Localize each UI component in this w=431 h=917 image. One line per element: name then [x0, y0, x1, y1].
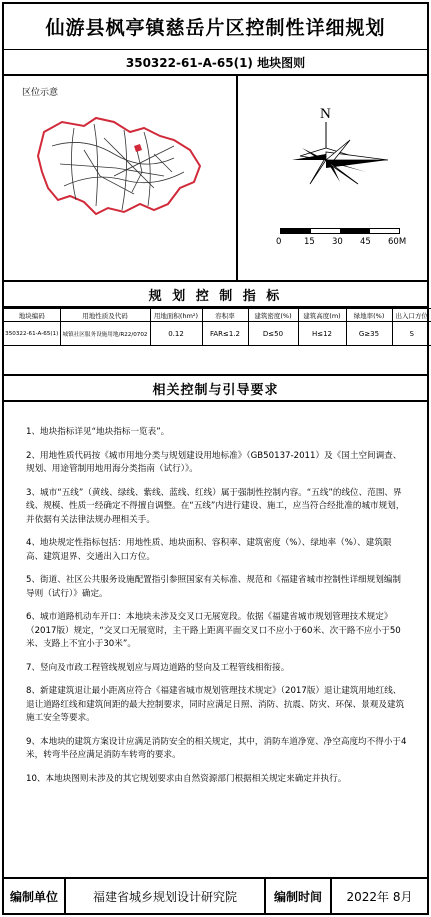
- scale-label: 60M: [388, 237, 407, 247]
- column-header: 建筑密度(%): [248, 309, 298, 322]
- plot-location-marker: [134, 144, 142, 152]
- time-label: 编制时间: [266, 879, 332, 913]
- column-header: 用地性质及代码: [60, 309, 150, 322]
- table-cell: H≤12: [298, 322, 346, 346]
- plan-sheet: [2, 2, 429, 915]
- scale-label: 45: [360, 237, 371, 247]
- requirement-item: 6、城市道路机动车开口：本地块未涉及交叉口无展宽段。依据《福建省城市规划管理技术规定》（2017版）规定，“交叉口无展宽时，主干路上距离平面交叉口不应小于60米、次干路不应小于50米、支路上不宜小于30米”。: [26, 612, 401, 649]
- requirement-item: 10、本地块图则未涉及的其它规划要求由自然资源部门根据相关规定来确定并执行。: [26, 773, 347, 784]
- requirement-item: 3、城市“五线”（黄线、绿线、紫线、蓝线、红线）属于强制性控制内容。“五线”的线位、范围、界线、规模、性质一经确定不得擅自调整。在“五线”内进行建设、施工，应当符合经批准的城市规划，并依据有关法律法规办理相关手。: [26, 487, 405, 525]
- unit-label: 编制单位: [4, 879, 66, 913]
- district-boundary: [38, 118, 200, 214]
- table-cell: 城镇社区服务设施用地/R22/0702: [60, 322, 150, 346]
- table-cell: 0.12: [150, 322, 202, 346]
- requirement-item: 1、地块指标详见“地块指标一览表”。: [26, 427, 170, 437]
- section-spacer: [4, 360, 427, 376]
- table-cell: D≤50: [248, 322, 298, 346]
- requirement-item: 8、新建建筑退让最小距离应符合《福建省城市规划管理技术规定》（2017版）退让建筑用地红线、退让道路红线和建筑间距的最大控制要求，同时应满足日照、消防、抗震、防灾、环保、景观及建筑施工安全等要求。: [26, 686, 405, 723]
- compass-rose: [240, 76, 429, 280]
- north-label: N: [320, 106, 331, 122]
- location-map-drawing: [4, 76, 234, 280]
- table-row: [4, 322, 431, 346]
- column-header: 用地面积(hm²): [150, 309, 202, 322]
- time-value: 2022年 8月: [346, 889, 413, 904]
- requirement-item: 4、地块规定性指标包括：用地性质、地块面积、容积率、建筑密度（%）、绿地率（%）、建筑限高、建筑退界、交通出入口方位。: [26, 538, 392, 562]
- requirements-title: 相关控制与引导要求: [4, 376, 427, 402]
- page-title: 仙游县枫亭镇慈岳片区控制性详细规划: [4, 4, 427, 50]
- location-map-label: 区位示意: [22, 88, 59, 98]
- requirement-item: 2、用地性质代码按《城市用地分类与规划建设用地标准》（GB50137-2011）及《国土空间调查、规划、用途管制用地用海分类指南（试行）》。: [26, 450, 402, 474]
- scale-labels: [276, 237, 416, 247]
- table-cell: S: [392, 322, 431, 346]
- requirement-item: 5、街道、社区公共服务设施配置指引参照国家有关标准、规范和《福建省城市控制性详细规划编制导则（试行）》确定。: [26, 575, 402, 599]
- indicators-title: 规 划 控 制 指 标: [4, 282, 427, 308]
- footer: [4, 879, 427, 913]
- map-section: [4, 76, 427, 282]
- scale-label: 30: [332, 237, 343, 247]
- table-cell: G≥35: [346, 322, 392, 346]
- column-header: 建筑高度(m): [298, 309, 346, 322]
- column-header: 容积率: [202, 309, 248, 322]
- requirement-item: 9、本地块的建筑方案设计应满足消防安全的相关规定，其中，消防车道净宽、净空高度均不得小于4米，转弯半径应满足消防车转弯的要求。: [26, 736, 407, 760]
- scale-bar: [280, 228, 400, 234]
- unit-value: 福建省城乡规划设计研究院: [66, 879, 266, 913]
- scale-label: 0: [276, 237, 282, 247]
- plot-subtitle: 350322-61-A-65(1) 地块图则: [4, 50, 427, 76]
- table-cell: 350322-61-A-65(1): [4, 322, 60, 346]
- column-header: 地块编码: [4, 309, 60, 322]
- scale-label: 15: [304, 237, 315, 247]
- column-header: 绿地率(%): [346, 309, 392, 322]
- location-map-panel: [4, 76, 238, 280]
- requirements-body: [4, 402, 427, 879]
- table-header-row: [4, 309, 431, 322]
- requirement-item: 7、竖向及市政工程管线规划应与周边道路的竖向及工程管线相衔接。: [26, 662, 290, 673]
- indicators-table: [4, 308, 431, 346]
- north-and-scale-panel: [240, 76, 429, 280]
- column-header: 出入口方位: [392, 309, 431, 322]
- table-cell: FAR≤1.2: [202, 322, 248, 346]
